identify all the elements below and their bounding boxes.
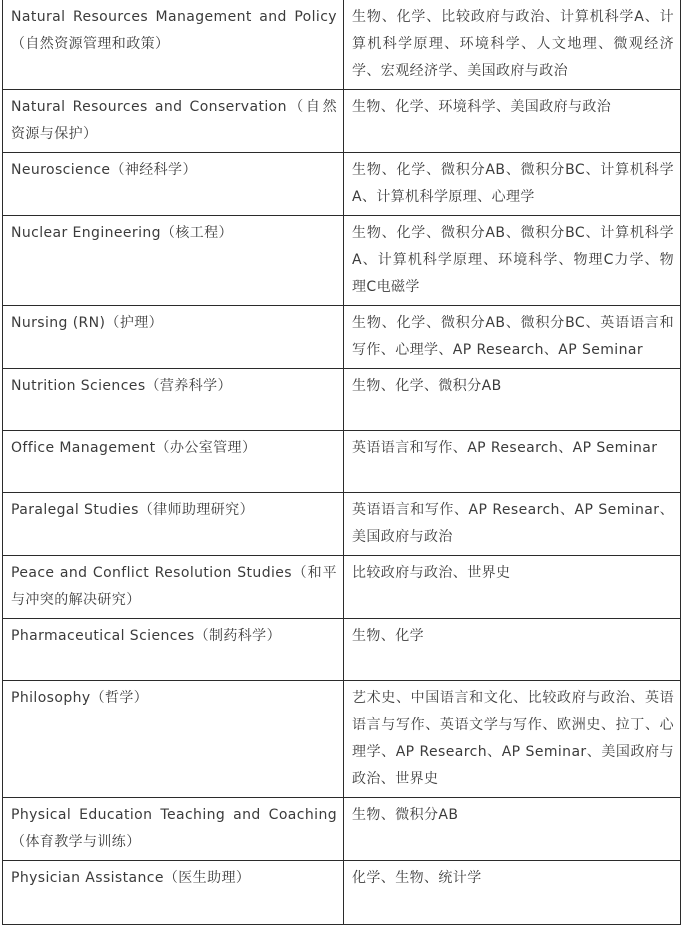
table-row [3, 431, 681, 493]
table-row [3, 493, 681, 556]
major-cell: Peace and Conflict Resolution Studies（和平与冲突的解决研究） [3, 556, 344, 619]
major-cell: Office Management（办公室管理） [3, 431, 344, 493]
table-row [3, 306, 681, 369]
subjects-cell: 生物、化学、环境科学、美国政府与政治 [344, 90, 681, 153]
table-row [3, 216, 681, 306]
subjects-cell: 生物、化学 [344, 619, 681, 681]
major-cell: Nursing (RN)（护理） [3, 306, 344, 369]
major-cell: Physician Assistance（医生助理） [3, 861, 344, 925]
major-cell: Nuclear Engineering（核工程） [3, 216, 344, 306]
subjects-cell: 化学、生物、统计学 [344, 861, 681, 925]
subjects-cell: 生物、化学、比较政府与政治、计算机科学A、计算机科学原理、环境科学、人文地理、微观经济学、宏观经济学、美国政府与政治 [344, 0, 681, 90]
subjects-cell: 生物、化学、微积分AB、微积分BC、计算机科学A、计算机科学原理、环境科学、物理C力学、物理C电磁学 [344, 216, 681, 306]
table-row [3, 153, 681, 216]
subjects-cell: 生物、微积分AB [344, 798, 681, 861]
table-row [3, 90, 681, 153]
table-row [3, 556, 681, 619]
major-cell: Natural Resources Management and Policy（自然资源管理和政策） [3, 0, 344, 90]
subjects-cell: 生物、化学、微积分AB、微积分BC、英语语言和写作、心理学、AP Research、AP Seminar [344, 306, 681, 369]
table-row [3, 369, 681, 431]
subjects-cell: 英语语言和写作、AP Research、AP Seminar、美国政府与政治 [344, 493, 681, 556]
subjects-cell: 英语语言和写作、AP Research、AP Seminar [344, 431, 681, 493]
table-row [3, 861, 681, 925]
subjects-cell: 生物、化学、微积分AB [344, 369, 681, 431]
table-row [3, 798, 681, 861]
table-row [3, 619, 681, 681]
majors-table [2, 0, 681, 925]
table-row [3, 0, 681, 90]
major-cell: Pharmaceutical Sciences（制药科学） [3, 619, 344, 681]
subjects-cell: 生物、化学、微积分AB、微积分BC、计算机科学A、计算机科学原理、心理学 [344, 153, 681, 216]
major-cell: Natural Resources and Conservation（自然资源与保护） [3, 90, 344, 153]
subjects-cell: 比较政府与政治、世界史 [344, 556, 681, 619]
major-cell: Nutrition Sciences（营养科学） [3, 369, 344, 431]
major-cell: Neuroscience（神经科学） [3, 153, 344, 216]
major-cell: Paralegal Studies（律师助理研究） [3, 493, 344, 556]
major-cell: Physical Education Teaching and Coaching（体育教学与训练） [3, 798, 344, 861]
major-cell: Philosophy（哲学） [3, 681, 344, 798]
subjects-cell: 艺术史、中国语言和文化、比较政府与政治、英语语言与写作、英语文学与写作、欧洲史、拉丁、心理学、AP Research、AP Seminar、美国政府与政治、世界史 [344, 681, 681, 798]
table-row [3, 681, 681, 798]
